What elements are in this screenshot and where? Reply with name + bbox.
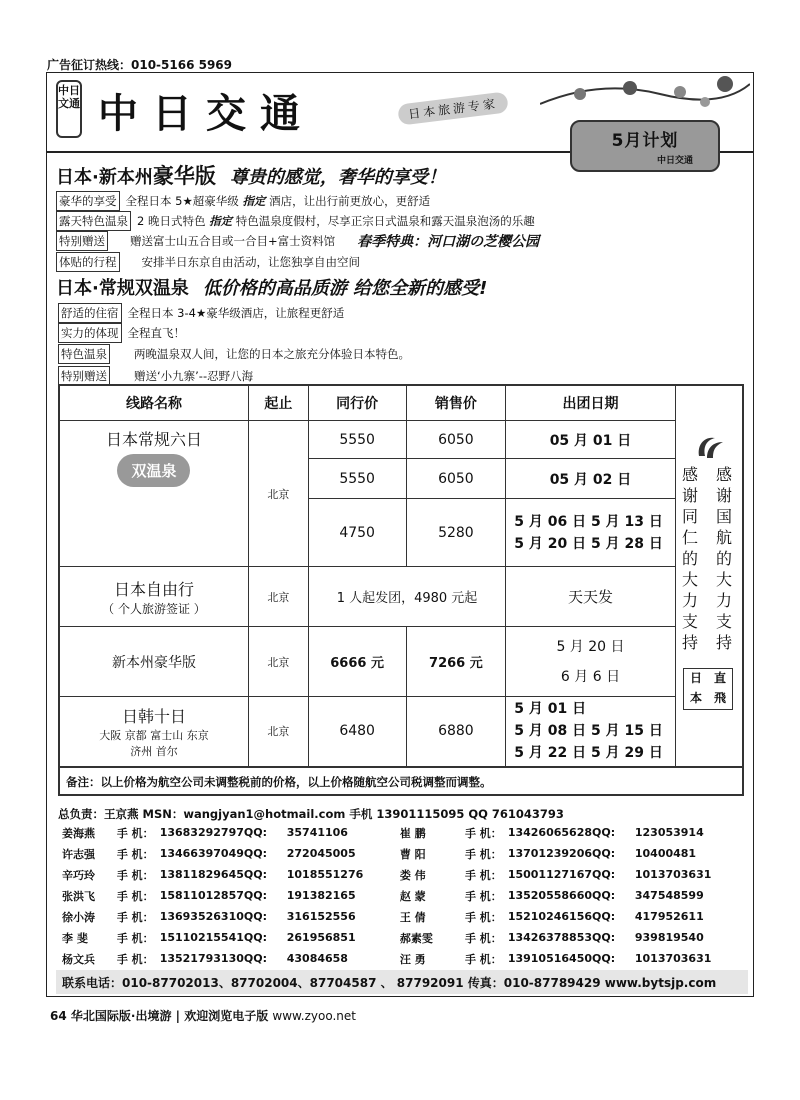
city-cell: 北京	[248, 627, 308, 697]
header-cell: 同行价	[308, 385, 406, 421]
contact-name: 郝素雯	[399, 931, 433, 945]
row-text: 全程日本 5★超豪华级	[125, 194, 239, 208]
char: 仁	[681, 528, 698, 547]
section2-prefix: 日本·常规双温泉	[56, 278, 189, 299]
contact-qq: 191382165	[286, 889, 356, 902]
qq-label: QQ:	[592, 952, 616, 965]
onsen-badge: 双温泉	[117, 454, 190, 487]
char: 力	[715, 591, 732, 610]
contact-phone: 15811012857	[159, 889, 244, 902]
section2-row	[58, 303, 344, 323]
contact-qq: 316152556	[286, 910, 356, 923]
route-name: 新本州豪华版	[59, 627, 248, 697]
sale-price: 7266 元	[406, 627, 506, 697]
contact-name: 姜海燕	[62, 826, 95, 840]
date-line: 5 月 01 日	[514, 701, 587, 718]
qq-label: QQ:	[592, 931, 616, 944]
header-cell: 出团日期	[506, 385, 675, 421]
phone-label: 手 机：	[116, 826, 154, 840]
sale-price: 6050	[406, 421, 506, 459]
char: 的	[715, 549, 732, 568]
row-tag: 豪华的享受	[56, 191, 120, 211]
contact-qq: 272045005	[286, 847, 356, 860]
phone-label: 手 机：	[116, 910, 154, 924]
contact-name: 辛巧玲	[62, 868, 95, 882]
char: 谢	[681, 486, 698, 505]
price-note: 备注：以上价格为航空公司未调整税前的价格，以上价格随航空公司税调整而调整。	[58, 768, 744, 796]
char: 直	[713, 671, 726, 685]
direct-flight-stamp	[683, 668, 733, 710]
section1-big: 豪华版	[152, 164, 216, 188]
contact-qq: 43084658	[286, 952, 348, 965]
air-china-logo-icon	[693, 432, 727, 462]
contact-qq: 417952611	[634, 910, 704, 923]
char: 同	[681, 507, 698, 526]
departure-dates	[506, 627, 675, 697]
char: 感	[715, 465, 732, 484]
sale-price: 6050	[406, 459, 506, 499]
char: 力	[681, 591, 698, 610]
char: 持	[715, 633, 732, 652]
phone-label: 手 机：	[464, 889, 502, 903]
row-em: 指定	[209, 214, 233, 228]
section2-row	[58, 323, 185, 343]
qq-label: QQ:	[243, 952, 267, 965]
char: 谢	[715, 486, 732, 505]
ad-hotline: 广告征订热线：010-5166 5969	[47, 58, 233, 72]
header-cell: 销售价	[406, 385, 506, 421]
contact-phone: 13466397049	[159, 847, 244, 860]
peer-price: 5550	[308, 459, 406, 499]
peer-price: 6480	[308, 697, 406, 767]
peer-price: 6666 元	[308, 627, 406, 697]
city-cell: 北京	[248, 421, 308, 567]
row-text: 赠送富士山五合目或一合目+富士资料馆	[130, 234, 336, 248]
date-line: 5 月 22 日 5 月 29 日	[514, 745, 663, 762]
route-name: 日本常规六日	[105, 430, 202, 449]
peer-price: 5550	[308, 421, 406, 459]
row-text: 全程直飞！	[127, 326, 185, 340]
char: 日	[689, 671, 702, 685]
char: 支	[715, 612, 732, 631]
page-footer	[50, 1007, 356, 1024]
contact-phone: 13426378853	[507, 931, 593, 944]
flower-decoration-icon	[540, 74, 750, 114]
date-line: 5 月 20 日	[556, 638, 625, 655]
page-welcome: 欢迎浏览电子版	[184, 1009, 269, 1023]
table-row	[59, 697, 743, 767]
row-tag: 特别赠送	[58, 366, 110, 386]
phone-label: 手 机：	[464, 952, 502, 966]
qq-label: QQ:	[243, 889, 267, 902]
contact-phone: 15001127167	[507, 868, 593, 881]
table-header-row	[59, 385, 743, 421]
header-cell: 线路名称	[59, 385, 248, 421]
contact-phone: 13683292797	[159, 826, 244, 839]
section1-row	[56, 231, 539, 251]
qq-label: QQ:	[243, 826, 267, 839]
section1-row	[56, 211, 535, 231]
manager-line: 总负责：王京燕 MSN：wangjyan1@hotmail.com 手机 13901115095 QQ 761043793	[58, 807, 564, 821]
section1-row	[56, 252, 360, 272]
route-name: 日本自由行	[113, 579, 194, 599]
contact-name: 崔 鹏	[399, 826, 426, 840]
side-header-cell	[675, 385, 743, 421]
date-line: 5 月 20 日 5 月 28 日	[514, 535, 663, 552]
contact-name: 李 斐	[62, 931, 88, 945]
row-em: 指定	[242, 194, 266, 208]
departure-date: 天天发	[506, 567, 675, 627]
section1-row	[56, 191, 430, 211]
phone-label: 手 机：	[116, 931, 154, 945]
page-section: 华北国际版·出境游	[70, 1009, 172, 1023]
row-tag: 体贴的行程	[56, 252, 120, 272]
row-text: 酒店，让出行前更放心，更舒适	[269, 194, 431, 208]
contact-row	[58, 906, 748, 927]
logo-seal: 中日文通	[56, 80, 82, 138]
row-text: 全程日本 3-4★豪华级酒店，让旅程更舒适	[127, 306, 345, 320]
route-cell	[59, 697, 248, 767]
header-cell: 起止	[248, 385, 308, 421]
phone-label: 手 机：	[116, 847, 154, 861]
phone-label: 手 机：	[464, 931, 502, 945]
contact-list	[58, 822, 748, 969]
qq-label: QQ:	[592, 910, 616, 923]
departure-dates	[506, 697, 675, 767]
row-text: 2 晚日式特色	[137, 214, 206, 228]
contact-row	[58, 948, 748, 969]
char: 大	[681, 570, 698, 589]
contact-row	[58, 885, 748, 906]
phone-label: 手 机：	[464, 847, 502, 861]
table-row	[59, 567, 743, 627]
row-text: 两晚温泉双人间，让您的日本之旅充分体验日本特色。	[134, 347, 410, 361]
section2-row	[58, 366, 253, 386]
section1-prefix: 日本·新本州	[56, 167, 153, 188]
char: 航	[715, 528, 732, 547]
qq-label: QQ:	[243, 910, 267, 923]
section1-slogan: 尊贵的感觉，奢华的享受！	[229, 167, 446, 188]
row-text: 安排半日东京自由活动，让您独享自由空间	[141, 255, 360, 269]
phone-label: 手 机：	[116, 952, 154, 966]
row-tag: 露天特色温泉	[56, 211, 131, 231]
table-row	[59, 421, 743, 459]
city-cell: 北京	[248, 697, 308, 767]
char: 的	[681, 549, 698, 568]
contact-qq: 35741106	[286, 826, 348, 839]
section1-title	[56, 160, 446, 190]
row-tag: 实力的体现	[58, 323, 122, 343]
contact-footer: 联系电话：010-87702013、87702004、87704587 、 87792091 传真：010-87789429 www.bytsjp.com	[56, 970, 748, 994]
brand-name: 中日交通	[98, 90, 314, 137]
contact-qq: 10400481	[634, 847, 697, 860]
contact-name: 杨文兵	[62, 952, 95, 966]
row-tag: 特别赠送	[56, 231, 108, 251]
tour-table	[58, 384, 744, 768]
contact-row	[58, 822, 748, 843]
departure-date: 05 月 02 日	[506, 459, 675, 499]
date-line: 5 月 06 日 5 月 13 日	[514, 513, 663, 530]
phone-label: 手 机：	[464, 868, 502, 882]
contact-name: 娄 伟	[399, 868, 426, 882]
char: 大	[715, 570, 732, 589]
route-cities: 大阪 京都 富士山 东京	[99, 728, 209, 742]
contact-phone: 13910516450	[507, 952, 593, 965]
table-row	[59, 627, 743, 697]
thanks-staff-text	[680, 464, 700, 653]
phone-label: 手 机：	[116, 889, 154, 903]
contact-phone: 13701239206	[507, 847, 593, 860]
row-text: 特色温泉度假村，尽享正宗日式温泉和露天温泉泡汤的乐趣	[235, 214, 535, 228]
contact-name: 曹 阳	[399, 847, 426, 861]
qq-label: QQ:	[592, 889, 616, 902]
route-cell	[59, 421, 248, 567]
contact-name: 赵 蒙	[399, 889, 426, 903]
contact-phone: 13426065628	[507, 826, 593, 839]
date-line: 5 月 08 日 5 月 15 日	[514, 723, 663, 740]
char: 国	[715, 507, 732, 526]
contact-row	[58, 927, 748, 948]
phone-label: 手 机：	[116, 868, 154, 882]
sale-price: 5280	[406, 499, 506, 567]
route-cities: 济州 首尔	[130, 744, 178, 758]
departure-dates	[506, 499, 675, 567]
char: 感	[681, 465, 698, 484]
contact-qq: 1013703631	[634, 868, 712, 881]
contact-qq: 939819540	[634, 931, 704, 944]
qq-label: QQ:	[243, 931, 267, 944]
char: 持	[681, 633, 698, 652]
spring-special: 春季特典：河口湖の芝樱公园	[357, 234, 540, 250]
contact-phone: 13693526310	[159, 910, 244, 923]
contact-name: 徐小涛	[62, 910, 95, 924]
qq-label: QQ:	[592, 826, 616, 839]
page-separator: |	[175, 1009, 181, 1023]
contact-phone: 15110215541	[159, 931, 244, 944]
sale-price: 6880	[406, 697, 506, 767]
row-tag: 特色温泉	[58, 344, 110, 364]
date-line: 6 月 6 日	[560, 668, 621, 685]
phone-label: 手 机：	[464, 826, 502, 840]
section2-slogan: 低价格的高品质游 给您全新的感受!	[202, 278, 488, 299]
contact-phone: 15210246156	[507, 910, 593, 923]
contact-qq: 1013703631	[634, 952, 712, 965]
contact-name: 汪 勇	[399, 952, 426, 966]
row-tag: 舒适的住宿	[58, 303, 122, 323]
char: 本	[689, 691, 702, 705]
brand-tagline: 日本旅游专家	[397, 91, 509, 125]
route-cell	[59, 567, 248, 627]
row-text: 赠送‘小九寨’--忍野八海	[134, 369, 254, 383]
price-cell: 1 人起发团，4980 元起	[308, 567, 506, 627]
city-cell: 北京	[248, 567, 308, 627]
page-number: 64	[50, 1009, 67, 1023]
route-sub: （ 个人旅游签证 ）	[102, 601, 206, 616]
char: 飛	[713, 691, 726, 705]
contact-name: 张洪飞	[62, 889, 95, 903]
contact-qq: 347548599	[634, 889, 704, 902]
contact-phone: 13520558660	[507, 889, 593, 902]
contact-row	[58, 843, 748, 864]
phone-label: 手 机：	[464, 910, 502, 924]
contact-name: 王 倩	[399, 910, 426, 924]
qq-label: QQ:	[592, 847, 616, 860]
plan-title: 5月计划	[611, 131, 679, 151]
plan-sub: 中日交通	[656, 156, 693, 166]
section2-title	[56, 274, 487, 300]
contact-qq: 1018551276	[286, 868, 364, 881]
peer-price: 4750	[308, 499, 406, 567]
contact-qq: 261956851	[286, 931, 356, 944]
char: 支	[681, 612, 698, 631]
qq-label: QQ:	[243, 847, 267, 860]
section2-row	[58, 344, 410, 364]
qq-label: QQ:	[592, 868, 616, 881]
thanks-airline-text	[714, 464, 734, 653]
contact-row	[58, 864, 748, 885]
contact-phone: 13521793130	[159, 952, 244, 965]
qq-label: QQ:	[243, 868, 267, 881]
contact-name: 许志强	[62, 847, 95, 861]
contact-qq: 123053914	[634, 826, 704, 839]
plan-badge	[570, 120, 720, 172]
contact-phone: 13811829645	[159, 868, 244, 881]
page-url: www.zyoo.net	[272, 1009, 356, 1023]
departure-date: 05 月 01 日	[506, 421, 675, 459]
route-name: 日韩十日	[121, 706, 186, 726]
